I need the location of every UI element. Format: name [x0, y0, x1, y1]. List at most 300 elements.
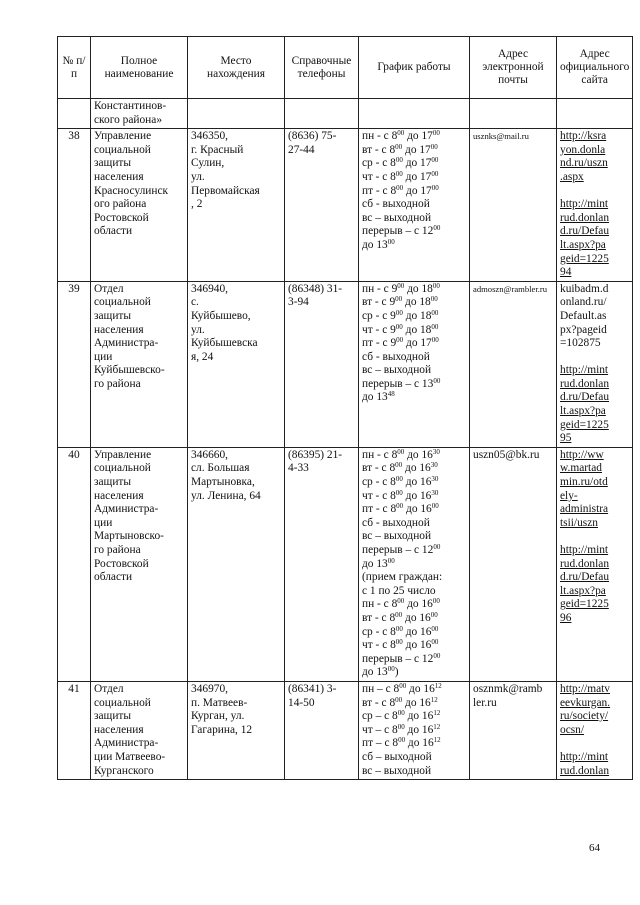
continuation-name-line: ского района»	[94, 113, 163, 126]
schedule-minutes: 00	[395, 322, 403, 331]
schedule-line	[362, 765, 466, 779]
schedule-minutes: 00	[395, 475, 403, 484]
agency-email	[470, 447, 557, 681]
schedule-line	[362, 157, 466, 171]
location-line: ул.	[191, 323, 205, 336]
schedule-text: перерыв – с 12	[362, 652, 434, 665]
website-link[interactable]: w.martad	[560, 462, 602, 475]
schedule-minutes: 00	[433, 543, 441, 551]
phone-line: (8636) 75-	[288, 130, 337, 143]
schedule-text: чт - с 8	[362, 489, 396, 502]
schedule-text: вт - с 8	[362, 696, 396, 709]
schedule-text: до 16	[402, 462, 431, 475]
website-link-mintrud[interactable]: rud.donlan	[560, 377, 610, 390]
location-line: сл. Большая	[191, 462, 250, 475]
email-link[interactable]: admoszn@rambler.ru	[473, 283, 548, 294]
schedule-text: до 13	[362, 391, 388, 404]
continuation-name	[91, 99, 188, 129]
schedule-line	[362, 310, 466, 324]
schedule-text: до 16	[404, 723, 434, 736]
schedule-text: до 17	[402, 170, 432, 183]
schedule-text: до 17	[402, 143, 431, 156]
agency-name	[91, 681, 188, 779]
location-line: ул.	[191, 170, 205, 183]
website-link-mintrud[interactable]: rud.donlan	[560, 557, 610, 570]
location-line: г. Красный	[191, 143, 244, 156]
work-schedule	[359, 681, 470, 779]
schedule-line	[362, 517, 466, 531]
schedule-line	[362, 503, 466, 517]
schedule-line	[362, 337, 466, 351]
schedule-text: пт - с 8	[362, 503, 397, 516]
schedule-line	[362, 544, 466, 558]
schedule-minutes: 00	[387, 556, 395, 565]
schedule-line	[362, 391, 466, 405]
agency-name-line: го района	[94, 377, 141, 390]
schedule-minutes: 30	[430, 461, 438, 470]
website-link-mintrud[interactable]: geid=1225	[560, 598, 609, 611]
website-link[interactable]: onland.ru/	[560, 296, 607, 309]
agency-name-line: населения	[94, 170, 144, 183]
schedule-minutes: 00	[431, 502, 439, 511]
schedule-text: перерыв – с 12	[362, 544, 434, 556]
schedule-line	[362, 612, 466, 626]
schedule-text: до 17	[403, 337, 432, 350]
agency-location	[188, 681, 285, 779]
agency-name-line: Отдел	[94, 282, 124, 295]
website-link[interactable]: .aspx	[560, 170, 584, 183]
website-link[interactable]: ely-	[560, 489, 578, 502]
schedule-line	[362, 239, 466, 253]
schedule-text: до 16	[404, 598, 433, 611]
schedule-line	[362, 296, 466, 310]
schedule-line	[362, 737, 466, 751]
location-line: Гагарина, 12	[191, 723, 253, 736]
schedule-line	[362, 198, 466, 212]
header-name: Полное наименование	[91, 37, 188, 99]
schedule-text: вт - с 9	[362, 296, 396, 309]
location-line: ул. Ленина, 64	[191, 489, 261, 502]
website-link-mintrud[interactable]: lt.aspx?pa	[560, 238, 606, 251]
row-number: 41	[58, 681, 91, 779]
schedule-text: (прием граждан:	[362, 571, 443, 584]
row-number: 39	[58, 281, 91, 447]
schedule-minutes: 00	[397, 129, 405, 138]
agency-name-line: Куйбышевско-	[94, 364, 165, 377]
schedule-line	[362, 653, 466, 667]
schedule-minutes: 00	[395, 169, 403, 178]
schedule-minutes: 12	[433, 709, 441, 718]
email-link[interactable]: ler.ru	[473, 696, 497, 709]
schedule-minutes: 00	[395, 156, 403, 165]
schedule-minutes: 00	[433, 224, 441, 233]
agency-name-line: Администра-	[94, 737, 159, 750]
schedule-minutes: 00	[431, 156, 439, 165]
schedule-minutes: 00	[431, 336, 439, 345]
schedule-minutes: 00	[430, 295, 438, 304]
schedule-text: до 16	[404, 448, 433, 461]
agency-name-line: Ростовской	[94, 211, 149, 224]
location-line: , 2	[191, 198, 203, 211]
schedule-line	[362, 490, 466, 504]
phone-line: (86348) 31-	[288, 282, 343, 295]
agency-name-line: Красносулинск	[94, 184, 169, 197]
agency-location	[188, 129, 285, 282]
schedule-text: до 18	[404, 282, 433, 295]
row-number: 38	[58, 129, 91, 282]
schedule-text: пт - с 9	[362, 337, 397, 350]
website-link-mintrud[interactable]: lt.aspx?pa	[560, 584, 606, 597]
table-row	[58, 681, 633, 779]
schedule-text: до 16	[402, 476, 432, 489]
phone-line: 4-33	[288, 462, 309, 475]
schedule-text: пт – с 8	[362, 737, 399, 750]
agency-name-line: области	[94, 225, 133, 238]
agency-name-line: Управление	[94, 130, 152, 143]
schedule-minutes: 00	[430, 142, 438, 151]
schedule-line	[362, 185, 466, 199]
schedule-minutes: 12	[434, 681, 442, 690]
schedule-text: до 16	[402, 625, 432, 638]
agency-name-line: Ростовской	[94, 557, 149, 570]
phone-line: 3-94	[288, 296, 309, 309]
phone-line: (86341) 3-	[288, 682, 337, 695]
schedule-line	[362, 697, 466, 711]
location-line: 346970,	[191, 682, 229, 695]
schedule-minutes: 00	[397, 597, 405, 606]
website-link-mintrud[interactable]: http://mint	[560, 750, 609, 763]
page-number: 64	[589, 842, 600, 854]
agency-name-line: социальной	[94, 696, 151, 709]
schedule-minutes: 12	[433, 722, 441, 731]
website-link[interactable]: http://matv	[560, 682, 610, 695]
website-link-mintrud[interactable]: d.ru/Defau	[560, 391, 610, 404]
schedule-line	[362, 558, 466, 572]
schedule-minutes: 00	[395, 488, 403, 497]
agency-email	[470, 281, 557, 447]
website-link-mintrud[interactable]: geid=1225	[560, 252, 609, 265]
agency-name-line: го района	[94, 544, 141, 556]
agency-name	[91, 447, 188, 681]
location-line: Мартыновка,	[191, 476, 255, 489]
schedule-line	[362, 449, 466, 463]
schedule-text: вс – выходной	[362, 764, 432, 777]
agency-name	[91, 281, 188, 447]
agency-name-line: социальной	[94, 462, 151, 475]
schedule-text: до 13	[362, 666, 388, 679]
location-line: Сулин,	[191, 157, 225, 170]
schedule-text: вт - с 8	[362, 462, 396, 475]
schedule-text: ср - с 8	[362, 625, 396, 638]
agency-name-line: ого района	[94, 198, 147, 211]
schedule-text: чт - с 9	[362, 323, 396, 336]
agency-phone	[285, 447, 359, 681]
agency-location	[188, 281, 285, 447]
agency-name-line: Управление	[94, 448, 152, 461]
schedule-minutes: 00	[395, 695, 403, 704]
schedule-line	[362, 571, 466, 585]
schedule-line	[362, 683, 466, 697]
schedule-minutes: 00	[399, 681, 407, 690]
schedule-minutes: 00	[396, 183, 404, 192]
website-link[interactable]: ru/society/	[560, 710, 609, 723]
schedule-minutes: 12	[430, 695, 438, 704]
website-link-mintrud[interactable]: rud.donlan	[560, 764, 610, 777]
website-link[interactable]: eevkurgan.	[560, 696, 611, 709]
schedule-line	[362, 225, 466, 239]
schedule-line	[362, 462, 466, 476]
schedule-line	[362, 724, 466, 738]
website-link[interactable]: =102875	[560, 337, 601, 350]
schedule-line	[362, 144, 466, 158]
schedule-text: до 16	[402, 639, 432, 652]
schedule-minutes: 00	[395, 295, 403, 304]
schedule-minutes: 00	[397, 447, 405, 456]
phone-line: 27-44	[288, 143, 315, 156]
schedule-text: пн – с 8	[362, 682, 400, 695]
location-line: п. Матвеев-	[191, 696, 248, 709]
schedule-minutes: 00	[396, 502, 404, 511]
schedule-line	[362, 710, 466, 724]
agency-phone	[285, 681, 359, 779]
schedule-minutes: 00	[395, 624, 403, 633]
schedule-minutes: 00	[432, 129, 440, 138]
website-link-mintrud[interactable]: http://mint	[560, 198, 609, 211]
schedule-line	[362, 351, 466, 365]
phone-line: 14-50	[288, 696, 315, 709]
schedule-minutes: 00	[395, 142, 403, 151]
table-row	[58, 281, 633, 447]
agency-email	[470, 129, 557, 282]
schedule-text: пт - с 8	[362, 184, 397, 197]
schedule-text: пн - с 8	[362, 130, 398, 143]
schedule-minutes: 00	[431, 322, 439, 331]
schedule-text: чт - с 8	[362, 170, 396, 183]
schedule-line	[362, 751, 466, 765]
agency-name-line: защиты	[94, 309, 132, 322]
schedule-minutes: 00	[397, 281, 405, 290]
website-link[interactable]: kuibadm.d	[560, 282, 609, 295]
email-link[interactable]: osznmk@ramb	[473, 682, 543, 695]
website-link[interactable]: min.ru/otd	[560, 476, 608, 489]
agency-name-line: Отдел	[94, 682, 124, 695]
schedule-minutes: 00	[431, 183, 439, 192]
schedule-minutes: 30	[431, 488, 439, 497]
continuation-num	[58, 99, 91, 129]
schedule-text: чт – с 8	[362, 723, 398, 736]
schedule-minutes: 00	[432, 597, 440, 606]
schedule-line	[362, 639, 466, 653]
agency-name-line: ции	[94, 350, 113, 363]
schedule-text: до 16	[402, 611, 431, 624]
header-schedule: График работы	[359, 37, 470, 99]
schedule-text: ср - с 9	[362, 309, 396, 322]
agency-name-line: ции Матвеево-	[94, 750, 166, 763]
schedule-minutes: 00	[433, 376, 441, 385]
website-link[interactable]: administra	[560, 503, 609, 516]
agency-name-line: защиты	[94, 476, 132, 489]
agency-name-line: социальной	[94, 296, 151, 309]
schedule-line	[362, 598, 466, 612]
schedule-minutes: 00	[397, 722, 405, 731]
schedule-text: до 16	[403, 503, 432, 516]
agency-name-line: защиты	[94, 710, 132, 723]
agency-name-line: области	[94, 571, 133, 584]
location-line: 346660,	[191, 448, 229, 461]
schedule-text: до 18	[402, 296, 431, 309]
agency-name-line: Администра-	[94, 503, 159, 516]
schedule-text: до 13	[362, 238, 388, 251]
location-line: 346940,	[191, 282, 229, 295]
schedule-minutes: 12	[433, 736, 441, 745]
agency-name-line: населения	[94, 489, 144, 502]
website-link-mintrud[interactable]: 95	[560, 432, 572, 445]
header-phones: Справочные телефоны	[285, 37, 359, 99]
schedule-minutes: 00	[431, 169, 439, 178]
work-schedule	[359, 281, 470, 447]
schedule-line	[362, 324, 466, 338]
schedule-minutes: 48	[387, 390, 395, 399]
email-link[interactable]: uszn05@bk.ru	[473, 448, 540, 461]
location-line: Куйбышево,	[191, 309, 251, 322]
website-link[interactable]: ocsn/	[560, 723, 585, 736]
schedule-text: пн - с 9	[362, 282, 398, 295]
website-link-mintrud[interactable]: geid=1225	[560, 418, 609, 431]
location-line: с.	[191, 296, 199, 309]
location-line: Первомайская	[191, 184, 260, 197]
phone-line: (86395) 21-	[288, 448, 343, 461]
location-line: Куйбышевска	[191, 337, 258, 350]
schedule-minutes: 00	[395, 461, 403, 470]
website-link-mintrud[interactable]: 94	[560, 266, 572, 279]
schedule-text: пн - с 8	[362, 598, 398, 611]
website-link[interactable]: yon.donla	[560, 143, 606, 156]
schedule-minutes: 00	[387, 665, 395, 674]
schedule-text: до 16	[405, 737, 434, 750]
schedule-line	[362, 364, 466, 378]
schedule-minutes: 00	[430, 610, 438, 619]
agency-email	[470, 681, 557, 779]
schedule-text: вс – выходной	[362, 211, 432, 224]
website-link-mintrud[interactable]: d.ru/Defau	[560, 225, 610, 238]
website-link[interactable]: tsii/uszn	[560, 516, 598, 529]
website-link-mintrud[interactable]: rud.donlan	[560, 211, 610, 224]
schedule-minutes: 00	[432, 281, 440, 290]
schedule-text: до 18	[402, 323, 432, 336]
agency-name-line: Администра-	[94, 337, 159, 350]
schedule-minutes: 00	[397, 709, 405, 718]
schedule-line	[362, 283, 466, 297]
schedule-text: вт - с 8	[362, 611, 396, 624]
schedule-line	[362, 476, 466, 490]
agency-name-line: социальной	[94, 143, 151, 156]
website-link-mintrud[interactable]: d.ru/Defau	[560, 571, 610, 584]
agency-website	[557, 447, 633, 681]
schedule-text: до 16	[406, 682, 435, 695]
agency-name-line: ции	[94, 516, 113, 529]
agency-location	[188, 447, 285, 681]
schedule-minutes: 00	[433, 651, 441, 660]
schedule-text: с 1 по 25 число	[362, 584, 436, 597]
website-link[interactable]: http://ksra	[560, 130, 607, 143]
header-site: Адрес официального сайта	[557, 37, 633, 99]
website-link[interactable]: Default.as	[560, 309, 607, 322]
work-schedule	[359, 447, 470, 681]
schedule-minutes: 00	[395, 308, 403, 317]
schedule-text: )	[394, 666, 399, 679]
agency-name-line: населения	[94, 323, 144, 336]
header-num: № п/п	[58, 37, 91, 99]
agency-name-line: Мартыновско-	[94, 530, 164, 543]
agency-name-line: Курганского	[94, 764, 154, 777]
schedule-line	[362, 585, 466, 599]
header-email: Адрес электронной почты	[470, 37, 557, 99]
schedule-text: до 16	[404, 710, 434, 723]
website-link-mintrud[interactable]: http://mint	[560, 364, 609, 377]
schedule-minutes: 00	[431, 638, 439, 647]
website-link[interactable]: px?pageid	[560, 323, 607, 336]
schedule-text: вс – выходной	[362, 364, 432, 377]
schedule-minutes: 00	[431, 624, 439, 633]
agency-website	[557, 129, 633, 282]
email-link[interactable]: usznks@mail.ru	[473, 131, 529, 142]
schedule-text: ср - с 8	[362, 476, 396, 489]
schedule-minutes: 00	[396, 336, 404, 345]
website-link[interactable]: nd.ru/uszn	[560, 157, 608, 170]
agency-name-line: защиты	[94, 157, 132, 170]
agency-name	[91, 129, 188, 282]
schedule-minutes: 00	[431, 308, 439, 317]
schedule-text: перерыв – с 13	[362, 377, 434, 390]
table-row	[58, 129, 633, 282]
website-link-mintrud[interactable]: 96	[560, 611, 572, 624]
schedule-text: до 18	[402, 309, 432, 322]
row-number: 40	[58, 447, 91, 681]
website-link-mintrud[interactable]: http://mint	[560, 544, 609, 556]
schedule-text: сб - выходной	[362, 350, 430, 363]
website-link-mintrud[interactable]: lt.aspx?pa	[560, 405, 606, 418]
continuation-row	[58, 99, 633, 129]
schedule-minutes: 30	[431, 475, 439, 484]
schedule-line	[362, 530, 466, 544]
agency-phone	[285, 129, 359, 282]
schedule-text: вс – выходной	[362, 530, 432, 543]
schedule-text: сб - выходной	[362, 198, 430, 211]
schedule-text: пн - с 8	[362, 448, 398, 461]
schedule-text: до 13	[362, 557, 388, 570]
schedule-text: до 16	[402, 696, 431, 709]
schedule-line	[362, 212, 466, 226]
schedule-text: до 17	[404, 130, 433, 143]
schedule-minutes: 00	[395, 638, 403, 647]
schedule-line	[362, 171, 466, 185]
schedule-text: перерыв – с 12	[362, 225, 434, 238]
agencies-table	[57, 36, 633, 780]
schedule-text: ср - с 8	[362, 157, 396, 170]
schedule-minutes: 30	[432, 447, 440, 456]
location-line: Курган, ул.	[191, 710, 245, 723]
website-link[interactable]: http://ww	[560, 448, 604, 461]
schedule-minutes: 00	[398, 736, 406, 745]
continuation-name-line: Константинов-	[94, 100, 167, 112]
agency-website	[557, 681, 633, 779]
work-schedule	[359, 129, 470, 282]
schedule-minutes: 00	[395, 610, 403, 619]
schedule-text: вт - с 8	[362, 143, 396, 156]
schedule-minutes: 00	[387, 237, 395, 246]
location-line: 346350,	[191, 130, 229, 143]
schedule-text: до 17	[403, 184, 432, 197]
